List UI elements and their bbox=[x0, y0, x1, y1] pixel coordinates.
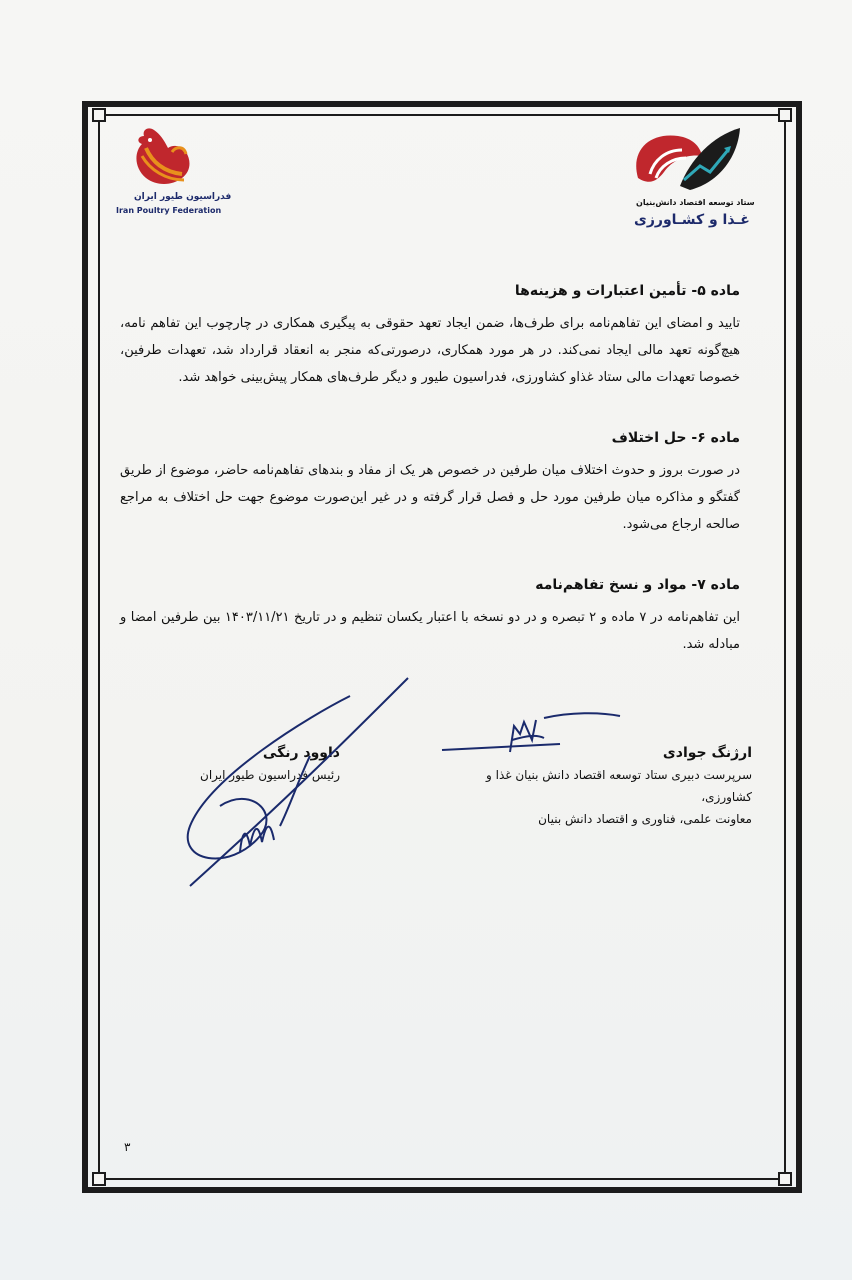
border-corner-ornament bbox=[778, 1172, 792, 1186]
signatory-title: رئیس فدراسیون طیور ایران bbox=[200, 768, 340, 782]
signature-right bbox=[440, 700, 660, 770]
article-heading: ماده ۶- حل اختلاف bbox=[611, 430, 740, 446]
logo-caption-small: ستاد توسعه اقتصاد دانش‌بنیان bbox=[636, 198, 755, 207]
article-paragraph: در صورت بروز و حدوث اختلاف میان طرفین در خصوص هر یک از مفاد و بندهای تفاهم‌نامه حاضر، موضوع از طریق گفتگو و مذاکره میان طرفین مورد حل و فصل قرار گرفته و در غیر این‌صورت موضوع جهت حل اختلاف به مراجع صالحه ارجاع می‌شود. bbox=[120, 463, 740, 532]
food-agriculture-hq-logo bbox=[620, 120, 755, 240]
signature-left bbox=[150, 676, 410, 896]
rooster-icon bbox=[112, 122, 222, 192]
article-5 bbox=[120, 280, 740, 391]
signatory-name: ارژنگ جوادی bbox=[662, 745, 752, 761]
border-corner-ornament bbox=[778, 108, 792, 122]
logo-caption-large: غـذا و کشـاورزی bbox=[634, 212, 750, 228]
border-corner-ornament bbox=[92, 108, 106, 122]
signatory-name: داوود رنگی bbox=[262, 745, 340, 761]
article-paragraph: تایید و امضای این تفاهم‌نامه برای طرف‌ها، ضمن ایجاد تعهد حقوقی به پیگیری همکاری در چارچوب این تفاهم نامه، هیچ‌گونه تعهد مالی ایجاد نمی‌کند. در هر مورد همکاری، درصورتی‌که منجر به انعقاد قرارداد شد، تعهدات طرفین، خصوصا تعهدات مالی ستاد غذاو کشاورزی، فدراسیون طیور و دیگر طرف‌های همکار پیش‌بینی خواهد شد. bbox=[120, 316, 740, 385]
article-paragraph: این تفاهم‌نامه در ۷ ماده و ۲ تبصره و در دو نسخه با اعتبار یکسان تنظیم و در تاریخ ۱۴۰۳/۱۱/۲۱ بین طرفین امضا و مبادله شد. bbox=[120, 610, 741, 652]
article-7 bbox=[120, 574, 740, 658]
page-number: ۳ bbox=[124, 1140, 131, 1154]
document-body bbox=[120, 280, 740, 694]
iran-poultry-federation-logo bbox=[112, 122, 232, 222]
article-heading: ماده ۵- تأمین اعتبارات و هزینه‌ها bbox=[514, 283, 740, 299]
border-corner-ornament bbox=[92, 1172, 106, 1186]
article-6 bbox=[120, 427, 740, 538]
article-heading: ماده ۷- مواد و نسخ تفاهم‌نامه bbox=[535, 577, 740, 593]
signatory-title: معاونت علمی، فناوری و اقتصاد دانش بنیان bbox=[538, 812, 752, 826]
signatory-title: سرپرست دبیری ستاد توسعه اقتصاد دانش بنیان غذا و کشاورزی، bbox=[486, 768, 752, 804]
logo-caption-fa: فدراسیون طیور ایران bbox=[134, 192, 232, 202]
leaf-emblem-icon bbox=[620, 120, 750, 202]
logo-caption-en: Iran Poultry Federation bbox=[116, 206, 222, 215]
